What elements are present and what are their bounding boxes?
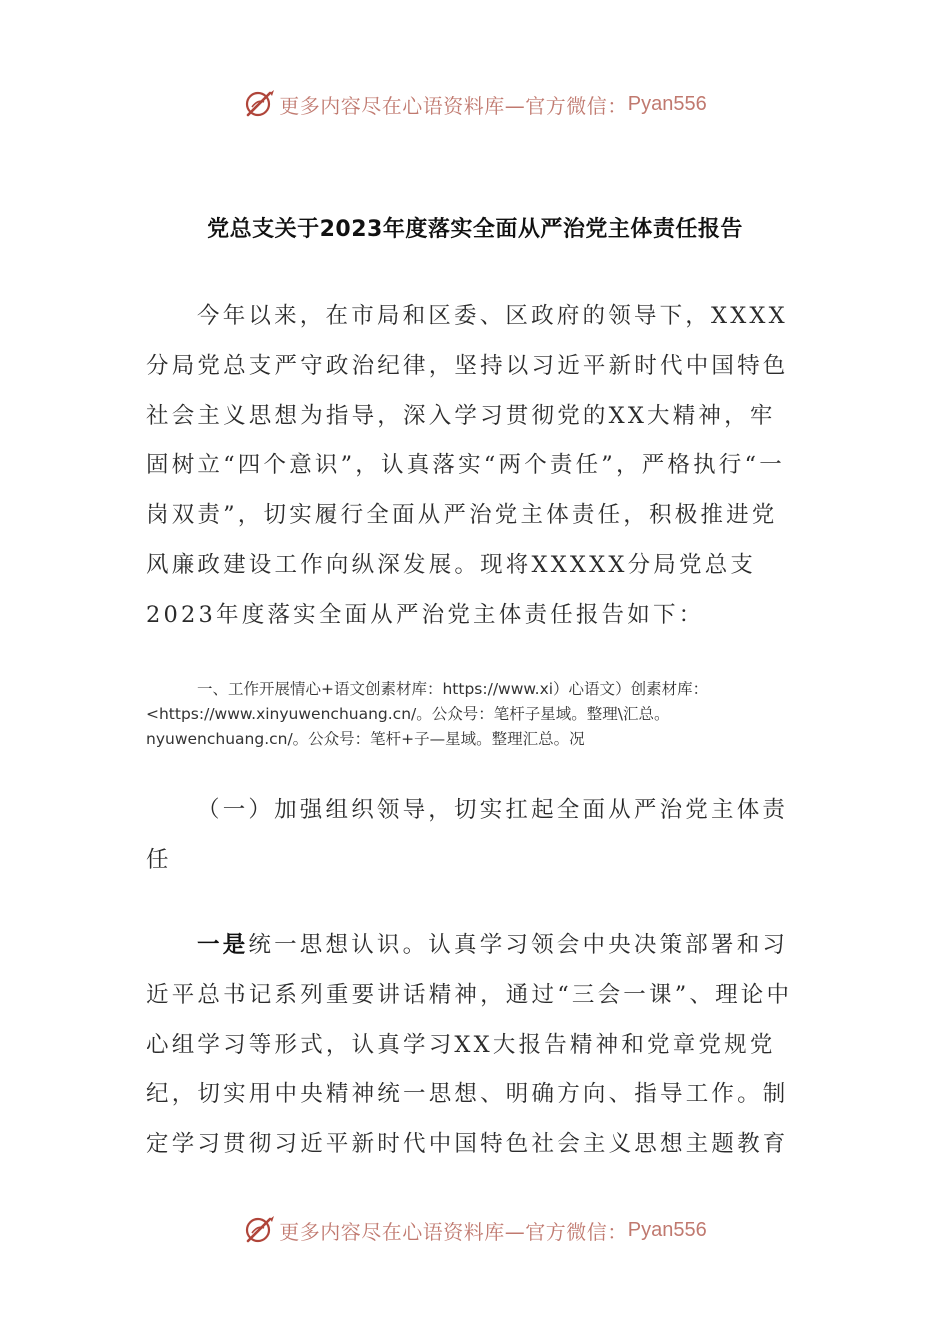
section-heading-line: nyuwenchuang.cn/。公众号：笔杆+子—星域。整理汇总。况 (146, 730, 585, 748)
footer-watermark-banner (0, 1210, 950, 1250)
banner-text: 更多内容尽在心语资料库—官方微信： (279, 1219, 628, 1244)
header-watermark-banner (0, 84, 950, 124)
pen-logo-icon (243, 1213, 277, 1247)
banner-wechat-id: Pyan556 (627, 92, 707, 115)
section-heading-line: 一、工作开展情心+语文创素材库：https://www.xi）心语文）创素材库： (197, 680, 709, 698)
point-one-paragraph (146, 921, 800, 1170)
intro-paragraph: 今年以来，在市局和区委、区政府的领导下，XXXX分局党总支严守政治纪律，坚持以习近平新时代中国特色社会主义思想为指导，深入学习贯彻党的XX大精神，牢固树立“四个意识”，认真落实“两个责任”，严格执行“一岗双责”，切实履行全面从严治党主体责任，积极推进党风廉政建设工作向纵深发展。现将XXXXX分局党总支2023年度落实全面从严治党主体责任报告如下： (146, 303, 789, 628)
banner-wechat-id: Pyan556 (627, 1218, 707, 1241)
section-heading (146, 677, 810, 752)
banner-text: 更多内容尽在心语资料库—官方微信： (279, 93, 628, 118)
section-heading-line: <https://www.xinyuwenchuang.cn/。公众号：笔杆子星域。整理\汇总。 (146, 705, 670, 723)
subsection-heading: （一）加强组织领导，切实扛起全面从严治党主体责任 (146, 797, 789, 873)
point-one-text: 统一思想认识。认真学习领会中央决策部署和习近平总书记系列重要讲话精神，通过“三会一课”、理论中心组学习等形式，认真学习XX大报告精神和党章党规党纪，切实用中央精神统一思想、明确方向、指导工作。制定学习贯彻习近平新时代中国特色社会主义思想主题教育 (146, 932, 793, 1158)
point-one-lead: 一是 (197, 932, 249, 958)
pen-logo-icon (243, 87, 277, 121)
document-title: 党总支关于2023年度落实全面从严治党主体责任报告 (207, 217, 743, 242)
